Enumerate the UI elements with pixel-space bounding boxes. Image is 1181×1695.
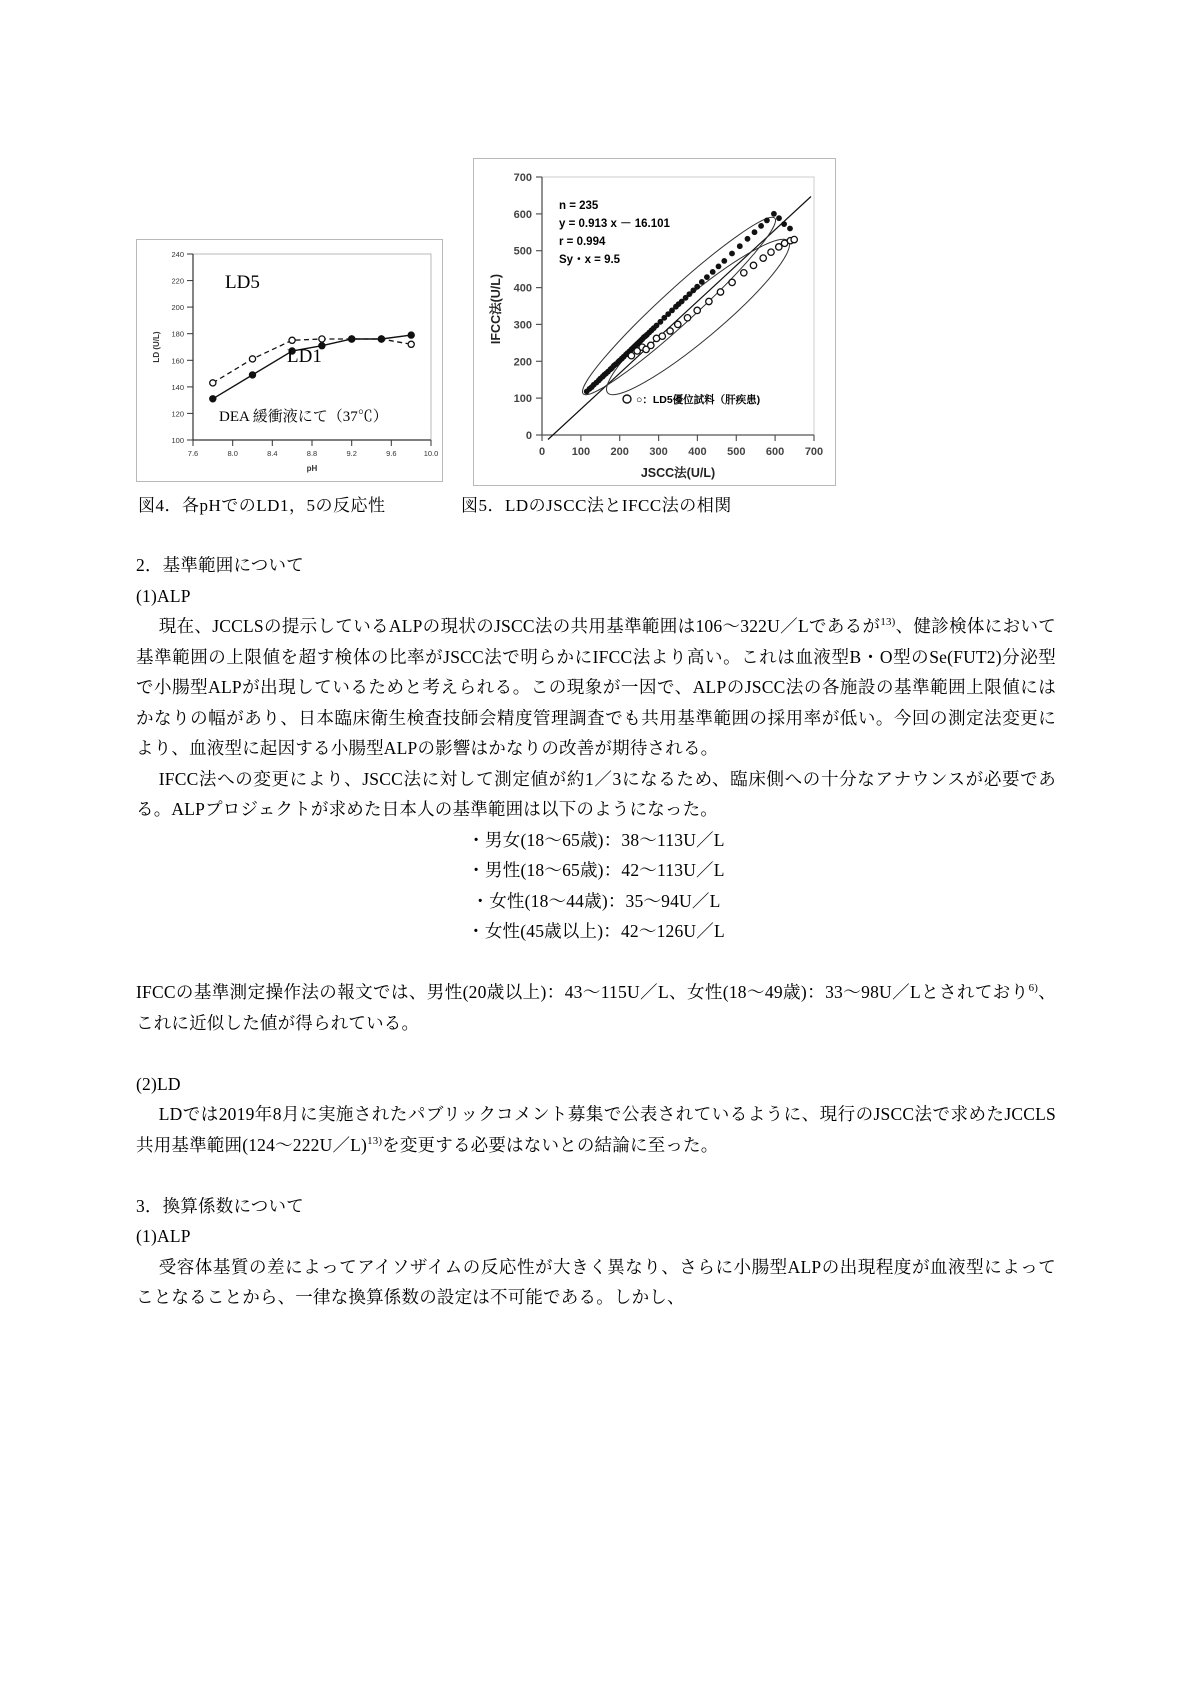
spacer <box>136 1038 1056 1069</box>
fig4-yaxis-label: LD (U/L) <box>152 331 161 363</box>
fig5-yaxis-label: IFCC法(U/L) <box>489 273 503 345</box>
svg-text:8.0: 8.0 <box>227 449 238 458</box>
fig5-stat-syx: Sy・x = 9.5 <box>559 254 621 266</box>
reference-marker-13a: 13) <box>880 616 896 629</box>
paragraph-ld-range-part2: を変更する必要はないとの結論に至った。 <box>382 1134 719 1155</box>
reference-marker-6: 6) <box>1028 982 1039 995</box>
fig4-xaxis-label: pH <box>306 464 318 473</box>
paragraph-ifcc-change: IFCC法への変更により、JSCC法に対して測定値が約1／3になるため、臨床側への十分なアナウンスが必要である。ALPプロジェクトが求めた日本人の基準範囲は以下のようになった。 <box>136 768 1056 819</box>
paragraph-conversion-factor: 受容体基質の差によってアイソザイムの反応性が大きく異なり、さらに小腸型ALPの出現程度が血液型によってことなることから、一律な換算係数の設定は不可能である。しかし、 <box>136 1256 1056 1307</box>
svg-text:9.6: 9.6 <box>386 449 397 458</box>
section-2-sub-ld: (2)LD <box>136 1073 181 1094</box>
list-item: ・男性(18〜65歳)：42〜113U／L <box>467 860 725 880</box>
svg-text:240: 240 <box>171 250 184 259</box>
svg-text:600: 600 <box>765 446 785 458</box>
svg-text:9.2: 9.2 <box>346 449 357 458</box>
svg-text:8.8: 8.8 <box>306 449 318 458</box>
fig5-stat-r: r = 0.994 <box>559 236 606 248</box>
svg-text:140: 140 <box>171 382 184 392</box>
svg-text:100: 100 <box>171 436 184 445</box>
paragraph-ifcc-reference-part1: IFCCの基準測定操作法の報文では、男性(20歳以上)：43〜115U／L、女性(18〜49歳)：33〜98U／Lとされており <box>136 982 1029 1002</box>
svg-text:8.4: 8.4 <box>267 449 278 458</box>
fig4-annotation-buffer: DEA 緩衝液にて（37℃） <box>219 409 388 425</box>
figure-4 <box>136 239 443 482</box>
svg-text:0: 0 <box>525 430 532 442</box>
reference-range-list <box>136 825 1056 947</box>
figure-4-caption: 図4．各pHでのLD1，5の反応性 <box>138 496 386 515</box>
figure-5 <box>473 158 836 486</box>
figure-4-chart <box>137 240 442 481</box>
fig4-annotation-ld1: LD1 <box>287 346 322 367</box>
section-2-sub-alp: (1)ALP <box>136 585 191 606</box>
svg-text:400: 400 <box>513 282 532 295</box>
svg-text:100: 100 <box>513 393 532 406</box>
paragraph-alp-current-part1: 現在、JCCLSの提示しているALPの現状のJSCC法の共用基準範囲は106〜322U／Lであるが <box>158 616 881 636</box>
paragraph-ld-range-part1: LDでは2019年8月に実施されたパブリックコメント募集で公表されているように、現行のJSCC法で求めたJCCLS共用基準範囲(124〜222U／L) <box>136 1104 1056 1155</box>
paragraph-alp-current-part2: 、健診検体において基準範囲の上限値を超す検体の比率がJSCC法で明らかにIFCC法より高い。これは血液型B・O型のSe(FUT2)分泌型で小腸型ALPが出現しているためと考えられる。この現象が一因で、ALPのJSCC法の各施設の基準範囲上限値にはかなりの幅があり、日本臨床衛生検査技師会精度管理調査でも共用基準範囲の採用率が低い。今回の測定法変更により、血液型に起因する小腸型ALPの影響はかなりの改善が期待される。 <box>136 616 1056 758</box>
fig5-stat-n: n = 235 <box>559 200 599 212</box>
spacer <box>136 947 1056 978</box>
svg-text:0: 0 <box>538 446 546 458</box>
list-item: ・女性(18〜44歳)：35〜94U／L <box>471 890 721 911</box>
figure-5-chart <box>474 159 835 485</box>
paragraph-ld-range <box>136 1099 1056 1160</box>
svg-text:200: 200 <box>610 446 629 458</box>
list-item: ・女性(45歳以上)：42〜126U／L <box>467 921 725 941</box>
svg-text:180: 180 <box>171 329 184 339</box>
svg-text:600: 600 <box>513 208 532 221</box>
svg-text:500: 500 <box>727 446 746 458</box>
list-item: ・男女(18〜65歳)：38〜113U／L <box>467 829 725 850</box>
reference-marker-13b: 13) <box>367 1134 383 1147</box>
section-3-heading: 3．換算係数について <box>136 1195 304 1216</box>
svg-text:200: 200 <box>171 303 184 313</box>
svg-text:700: 700 <box>804 446 824 458</box>
svg-text:160: 160 <box>171 356 184 366</box>
svg-text:220: 220 <box>171 276 184 286</box>
spacer <box>136 1160 1056 1191</box>
document-body <box>136 550 1056 1313</box>
svg-text:700: 700 <box>513 172 532 184</box>
paragraph-ifcc-reference-part2: 、これに近似した値が得られている。 <box>136 982 1056 1033</box>
svg-text:10.0: 10.0 <box>423 449 439 458</box>
svg-text:300: 300 <box>513 319 532 332</box>
svg-text:200: 200 <box>513 356 532 369</box>
figures-row <box>136 158 836 538</box>
svg-text:300: 300 <box>649 446 668 458</box>
fig4-annotation-ld5: LD5 <box>225 272 260 293</box>
figure-5-caption: 図5．LDのJSCC法とIFCC法の相関 <box>461 496 732 515</box>
section-2-heading: 2．基準範囲について <box>136 555 304 575</box>
svg-text:500: 500 <box>513 245 532 258</box>
svg-text:400: 400 <box>688 446 707 458</box>
svg-text:120: 120 <box>171 409 184 419</box>
svg-text:7.6: 7.6 <box>187 449 199 458</box>
svg-text:100: 100 <box>571 446 591 458</box>
fig5-stat-equation: y = 0.913 x － 16.101 <box>559 218 670 230</box>
fig5-legend-open-circle-icon <box>623 395 631 403</box>
fig5-legend-label: ○：LD5優位試料（肝疾患) <box>636 394 761 406</box>
fig5-xaxis-label: JSCC法(U/L) <box>640 466 716 480</box>
paragraph-ifcc-reference <box>136 977 1056 1038</box>
paragraph-alp-current <box>136 611 1056 764</box>
section-3-sub-alp: (1)ALP <box>136 1226 191 1246</box>
